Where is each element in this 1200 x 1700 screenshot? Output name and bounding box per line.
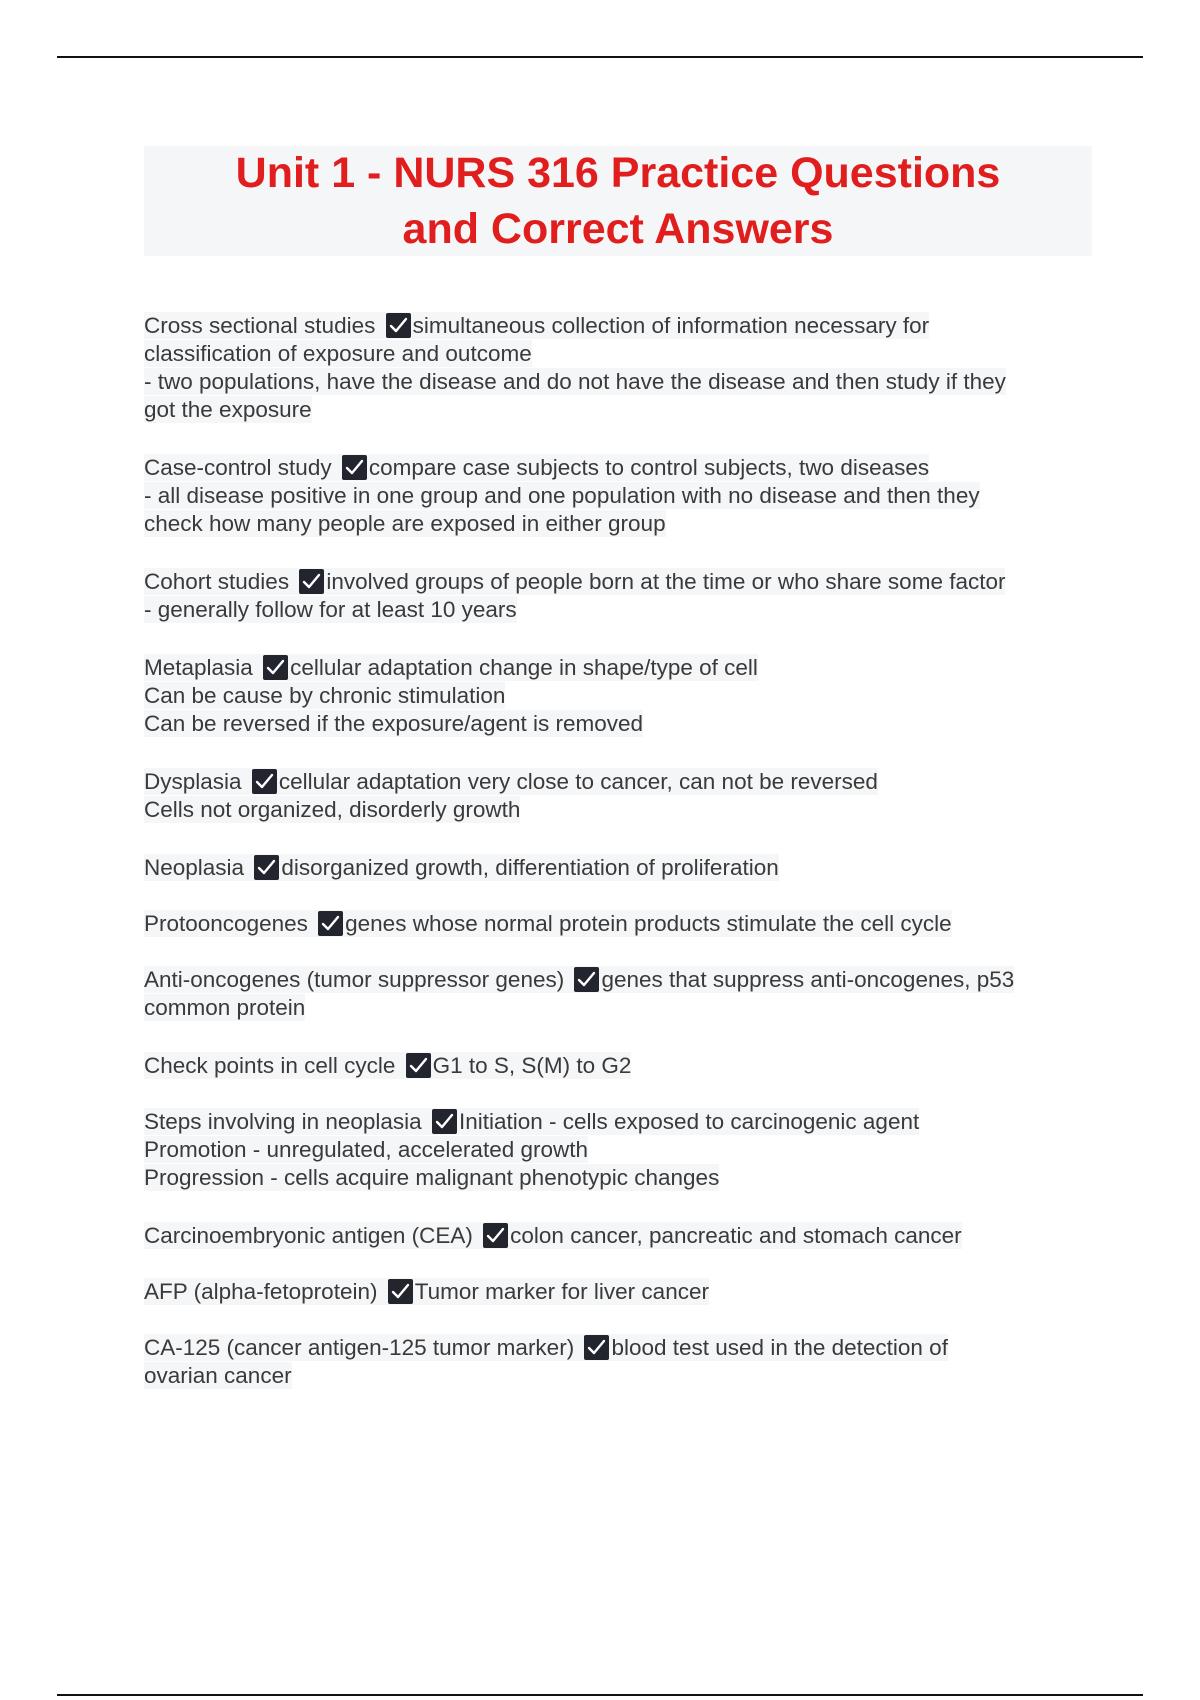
answer-line: common protein — [144, 995, 306, 1020]
answer-line: G1 to S, S(M) to G2 — [432, 1053, 632, 1078]
checkmark-box-icon — [252, 769, 277, 794]
qa-entry-cohort — [144, 568, 1104, 624]
term: Check points in cell cycle — [144, 1053, 396, 1078]
checkmark-box-icon — [406, 1053, 431, 1078]
title-line-2: and Correct Answers — [402, 205, 834, 253]
checkmark-box-icon — [574, 967, 599, 992]
answer-line: colon cancer, pancreatic and stomach cancer — [510, 1223, 962, 1248]
answer-line: Promotion - unregulated, accelerated growth — [144, 1137, 589, 1162]
qa-entry-afp — [144, 1278, 1104, 1306]
qa-list — [144, 312, 1104, 1390]
checkmark-box-icon — [318, 911, 343, 936]
answer-line: genes that suppress anti-oncogenes, p53 — [601, 967, 1015, 992]
term: Metaplasia — [144, 655, 253, 680]
answer-line: involved groups of people born at the time or who share some factor — [326, 569, 1006, 594]
answer-line: classification of exposure and outcome — [144, 341, 532, 366]
term: Steps involving in neoplasia — [144, 1109, 422, 1134]
checkmark-box-icon — [342, 455, 367, 480]
qa-entry-ca-125 — [144, 1334, 1104, 1390]
answer-line: disorganized growth, differentiation of proliferation — [281, 855, 779, 880]
qa-entry-dysplasia — [144, 768, 1104, 824]
answer-line: got the exposure — [144, 397, 312, 422]
qa-entry-cea — [144, 1222, 1104, 1250]
term: AFP (alpha-fetoprotein) — [144, 1279, 378, 1304]
answer-line: - two populations, have the disease and do not have the disease and then study if they — [144, 369, 1006, 394]
term: Dysplasia — [144, 769, 242, 794]
answer-line: genes whose normal protein products stimulate the cell cycle — [345, 911, 952, 936]
answer-line: Can be cause by chronic stimulation — [144, 683, 506, 708]
answer-line: - generally follow for at least 10 years — [144, 597, 517, 622]
checkmark-box-icon — [388, 1279, 413, 1304]
term: Neoplasia — [144, 855, 245, 880]
bottom-rule — [57, 1694, 1143, 1696]
term: Anti-oncogenes (tumor suppressor genes) — [144, 967, 565, 992]
answer-line: simultaneous collection of information necessary for — [412, 313, 930, 338]
term: Cross sectional studies — [144, 313, 376, 338]
qa-entry-neoplasia-steps — [144, 1108, 1104, 1192]
qa-entry-case-control — [144, 454, 1104, 538]
term: CA-125 (cancer antigen-125 tumor marker) — [144, 1335, 575, 1360]
answer-line: - all disease positive in one group and one population with no disease and then they — [144, 483, 980, 508]
checkmark-box-icon — [483, 1223, 508, 1248]
page-title — [236, 145, 1001, 257]
checkmark-box-icon — [299, 569, 324, 594]
qa-entry-check-points — [144, 1052, 1104, 1080]
answer-line: ovarian cancer — [144, 1363, 292, 1388]
answer-line: Cells not organized, disorderly growth — [144, 797, 521, 822]
qa-entry-protooncogenes — [144, 910, 1104, 938]
term: Cohort studies — [144, 569, 290, 594]
checkmark-box-icon — [254, 855, 279, 880]
qa-entry-anti-oncogenes — [144, 966, 1104, 1022]
term: Case-control study — [144, 455, 332, 480]
answer-line: cellular adaptation change in shape/type of cell — [290, 655, 758, 680]
answer-line: cellular adaptation very close to cancer, can not be reversed — [278, 769, 878, 794]
term: Protooncogenes — [144, 911, 308, 936]
top-rule — [57, 56, 1143, 58]
qa-entry-cross-sectional — [144, 312, 1104, 424]
term: Carcinoembryonic antigen (CEA) — [144, 1223, 473, 1248]
title-line-1: Unit 1 - NURS 316 Practice Questions — [235, 149, 1001, 197]
title-banner — [144, 146, 1092, 256]
answer-line: blood test used in the detection of — [611, 1335, 948, 1360]
answer-line: compare case subjects to control subjects, two diseases — [368, 455, 930, 480]
checkmark-box-icon — [432, 1109, 457, 1134]
answer-line: Progression - cells acquire malignant phenotypic changes — [144, 1165, 720, 1190]
qa-entry-metaplasia — [144, 654, 1104, 738]
answer-line: Tumor marker for liver cancer — [414, 1279, 709, 1304]
qa-entry-neoplasia — [144, 854, 1104, 882]
answer-line: check how many people are exposed in either group — [144, 511, 666, 536]
checkmark-box-icon — [584, 1335, 609, 1360]
checkmark-box-icon — [386, 313, 411, 338]
checkmark-box-icon — [263, 655, 288, 680]
answer-line: Can be reversed if the exposure/agent is removed — [144, 711, 644, 736]
answer-line: Initiation - cells exposed to carcinogenic agent — [458, 1109, 920, 1134]
